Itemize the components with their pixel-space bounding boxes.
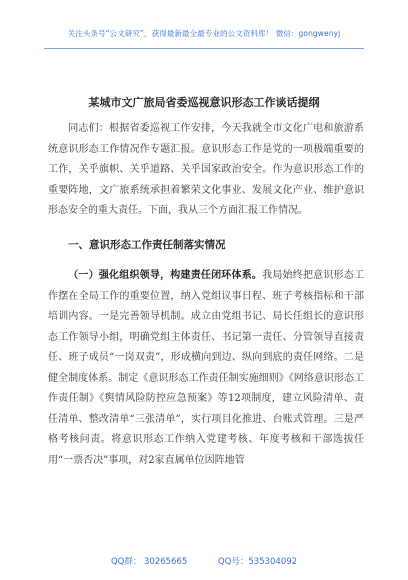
section-paragraph (48, 266, 364, 471)
header-divider (44, 48, 364, 49)
footer-contact (0, 555, 408, 567)
section-heading-text: 一、意识形态工作责任制落实情况 (68, 239, 226, 251)
footer-qq-group: QQ群： 30265665 (110, 557, 188, 567)
footer-qq-number: QQ号：535304092 (218, 557, 298, 567)
paragraph-lead: （一）强化组织领导，构建责任闭环体系。 (68, 270, 263, 281)
intro-paragraph (48, 119, 364, 222)
header-banner: 关注头条号“公文研究”，获得最新最全最专业的公文资料库！ 微信：gongwenyj (67, 29, 341, 38)
document-title: 某城市文广旅局省委巡视意识形态工作谈话提纲 (88, 96, 320, 109)
paragraph-body: 我局始终把意识形态工作摆在全局工作的重要位置，纳入党组议事日程、班子考核指标和干部培训内容。一是完善领导机制。成立由党组书记、局长任组长的意识形态工作领导小组，明确党组主体责任、书记第一责任、分管领导直接责任、班子成员“一岗双责”，形成横向到边、纵向到底的责任网络。二是健全制度体系。制定《意识形态工作责任制实施细则》《网络意识形态工作责任制》《舆情风险防控应急预案》等12项制度，建立风险清单、责任清单、整改清单“三张清单”，实行项目化推进、台账式管理。三是严格考核问责。将意识形态工作纳入党建考核、年度考核和干部选拔任用“一票否决”事项，对2家直属单位因阵地管 (48, 270, 365, 466)
section-heading (48, 235, 364, 256)
intro-text: 同志们：根据省委巡视工作安排，今天我就全市文化广电和旅游系统意识形态工作情况作专题汇报。意识形态工作是党的一项极端重要的工作，关乎旗帜、关乎道路、关乎国家政治安全。作为意识形态工作的重要阵地，文广旅系统承担着繁荣文化事业、发展文化产业、维护意识形态安全的重大责任。下面，我从三个方面汇报工作情况。 (48, 123, 364, 216)
